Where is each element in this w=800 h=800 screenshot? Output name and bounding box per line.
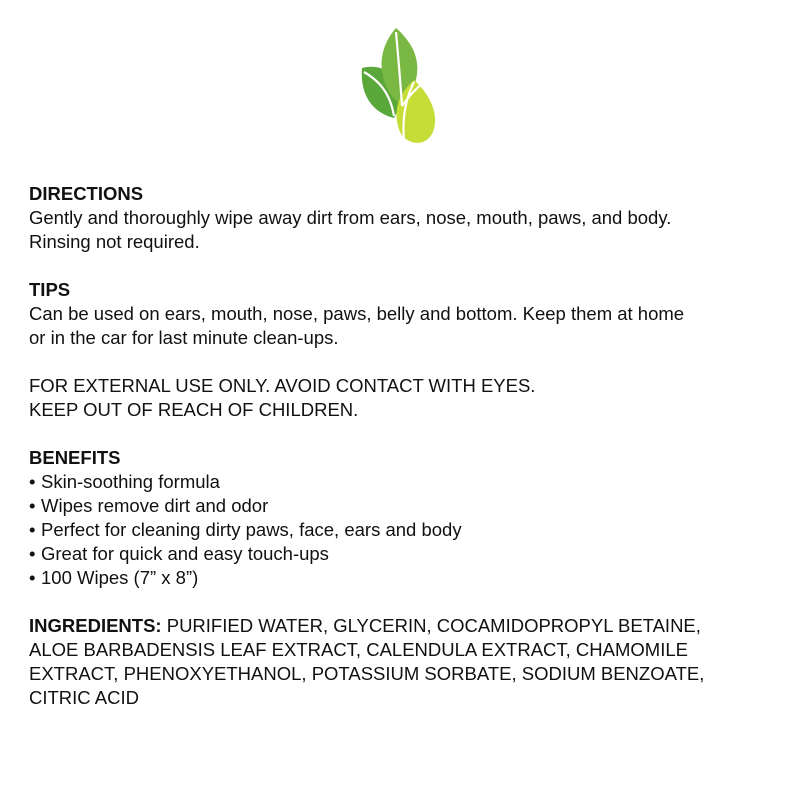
ingredients-line: CITRIC ACID (29, 687, 139, 708)
tips-section (29, 278, 769, 350)
list-item (29, 542, 769, 566)
directions-section (29, 182, 769, 254)
list-item (29, 518, 769, 542)
ingredients-section (29, 614, 769, 710)
directions-line: Rinsing not required. (29, 231, 200, 252)
tips-line: Can be used on ears, mouth, nose, paws, belly and bottom. Keep them at home (29, 303, 685, 324)
directions-heading: DIRECTIONS (29, 183, 144, 204)
product-info (29, 182, 769, 734)
warnings-section (29, 374, 769, 422)
list-item (29, 566, 769, 590)
benefit-text: Perfect for cleaning dirty paws, face, ears and body (41, 519, 462, 540)
tips-heading: TIPS (29, 279, 71, 300)
ingredients-line: EXTRACT, PHENOXYETHANOL, POTASSIUM SORBATE, SODIUM BENZOATE, (29, 663, 705, 684)
ingredients-text: PURIFIED WATER, GLYCERIN, COCAMIDOPROPYL BETAINE, (161, 615, 701, 636)
benefits-list (29, 470, 769, 590)
bullet-icon: • (29, 567, 36, 588)
bullet-icon: • (29, 471, 36, 492)
directions-line: Gently and thoroughly wipe away dirt from ears, nose, mouth, paws, and body. (29, 207, 672, 228)
benefits-heading: BENEFITS (29, 447, 121, 468)
benefit-text: Great for quick and easy touch-ups (41, 543, 329, 564)
benefit-text: Wipes remove dirt and odor (41, 495, 269, 516)
ingredients-first-line (29, 614, 769, 638)
bullet-icon: • (29, 543, 36, 564)
benefits-section (29, 446, 769, 590)
tips-line: or in the car for last minute clean-ups. (29, 327, 339, 348)
ingredients-label: INGREDIENTS: (29, 615, 162, 636)
benefit-text: Skin-soothing formula (41, 471, 220, 492)
list-item (29, 494, 769, 518)
bullet-icon: • (29, 495, 36, 516)
bullet-icon: • (29, 519, 36, 540)
list-item (29, 470, 769, 494)
warning-line: FOR EXTERNAL USE ONLY. AVOID CONTACT WITH EYES. (29, 375, 536, 396)
leaf-icon (358, 26, 438, 148)
warning-line: KEEP OUT OF REACH OF CHILDREN. (29, 399, 359, 420)
benefit-text: 100 Wipes (7” x 8”) (41, 567, 199, 588)
ingredients-line: ALOE BARBADENSIS LEAF EXTRACT, CALENDULA EXTRACT, CHAMOMILE (29, 639, 688, 660)
